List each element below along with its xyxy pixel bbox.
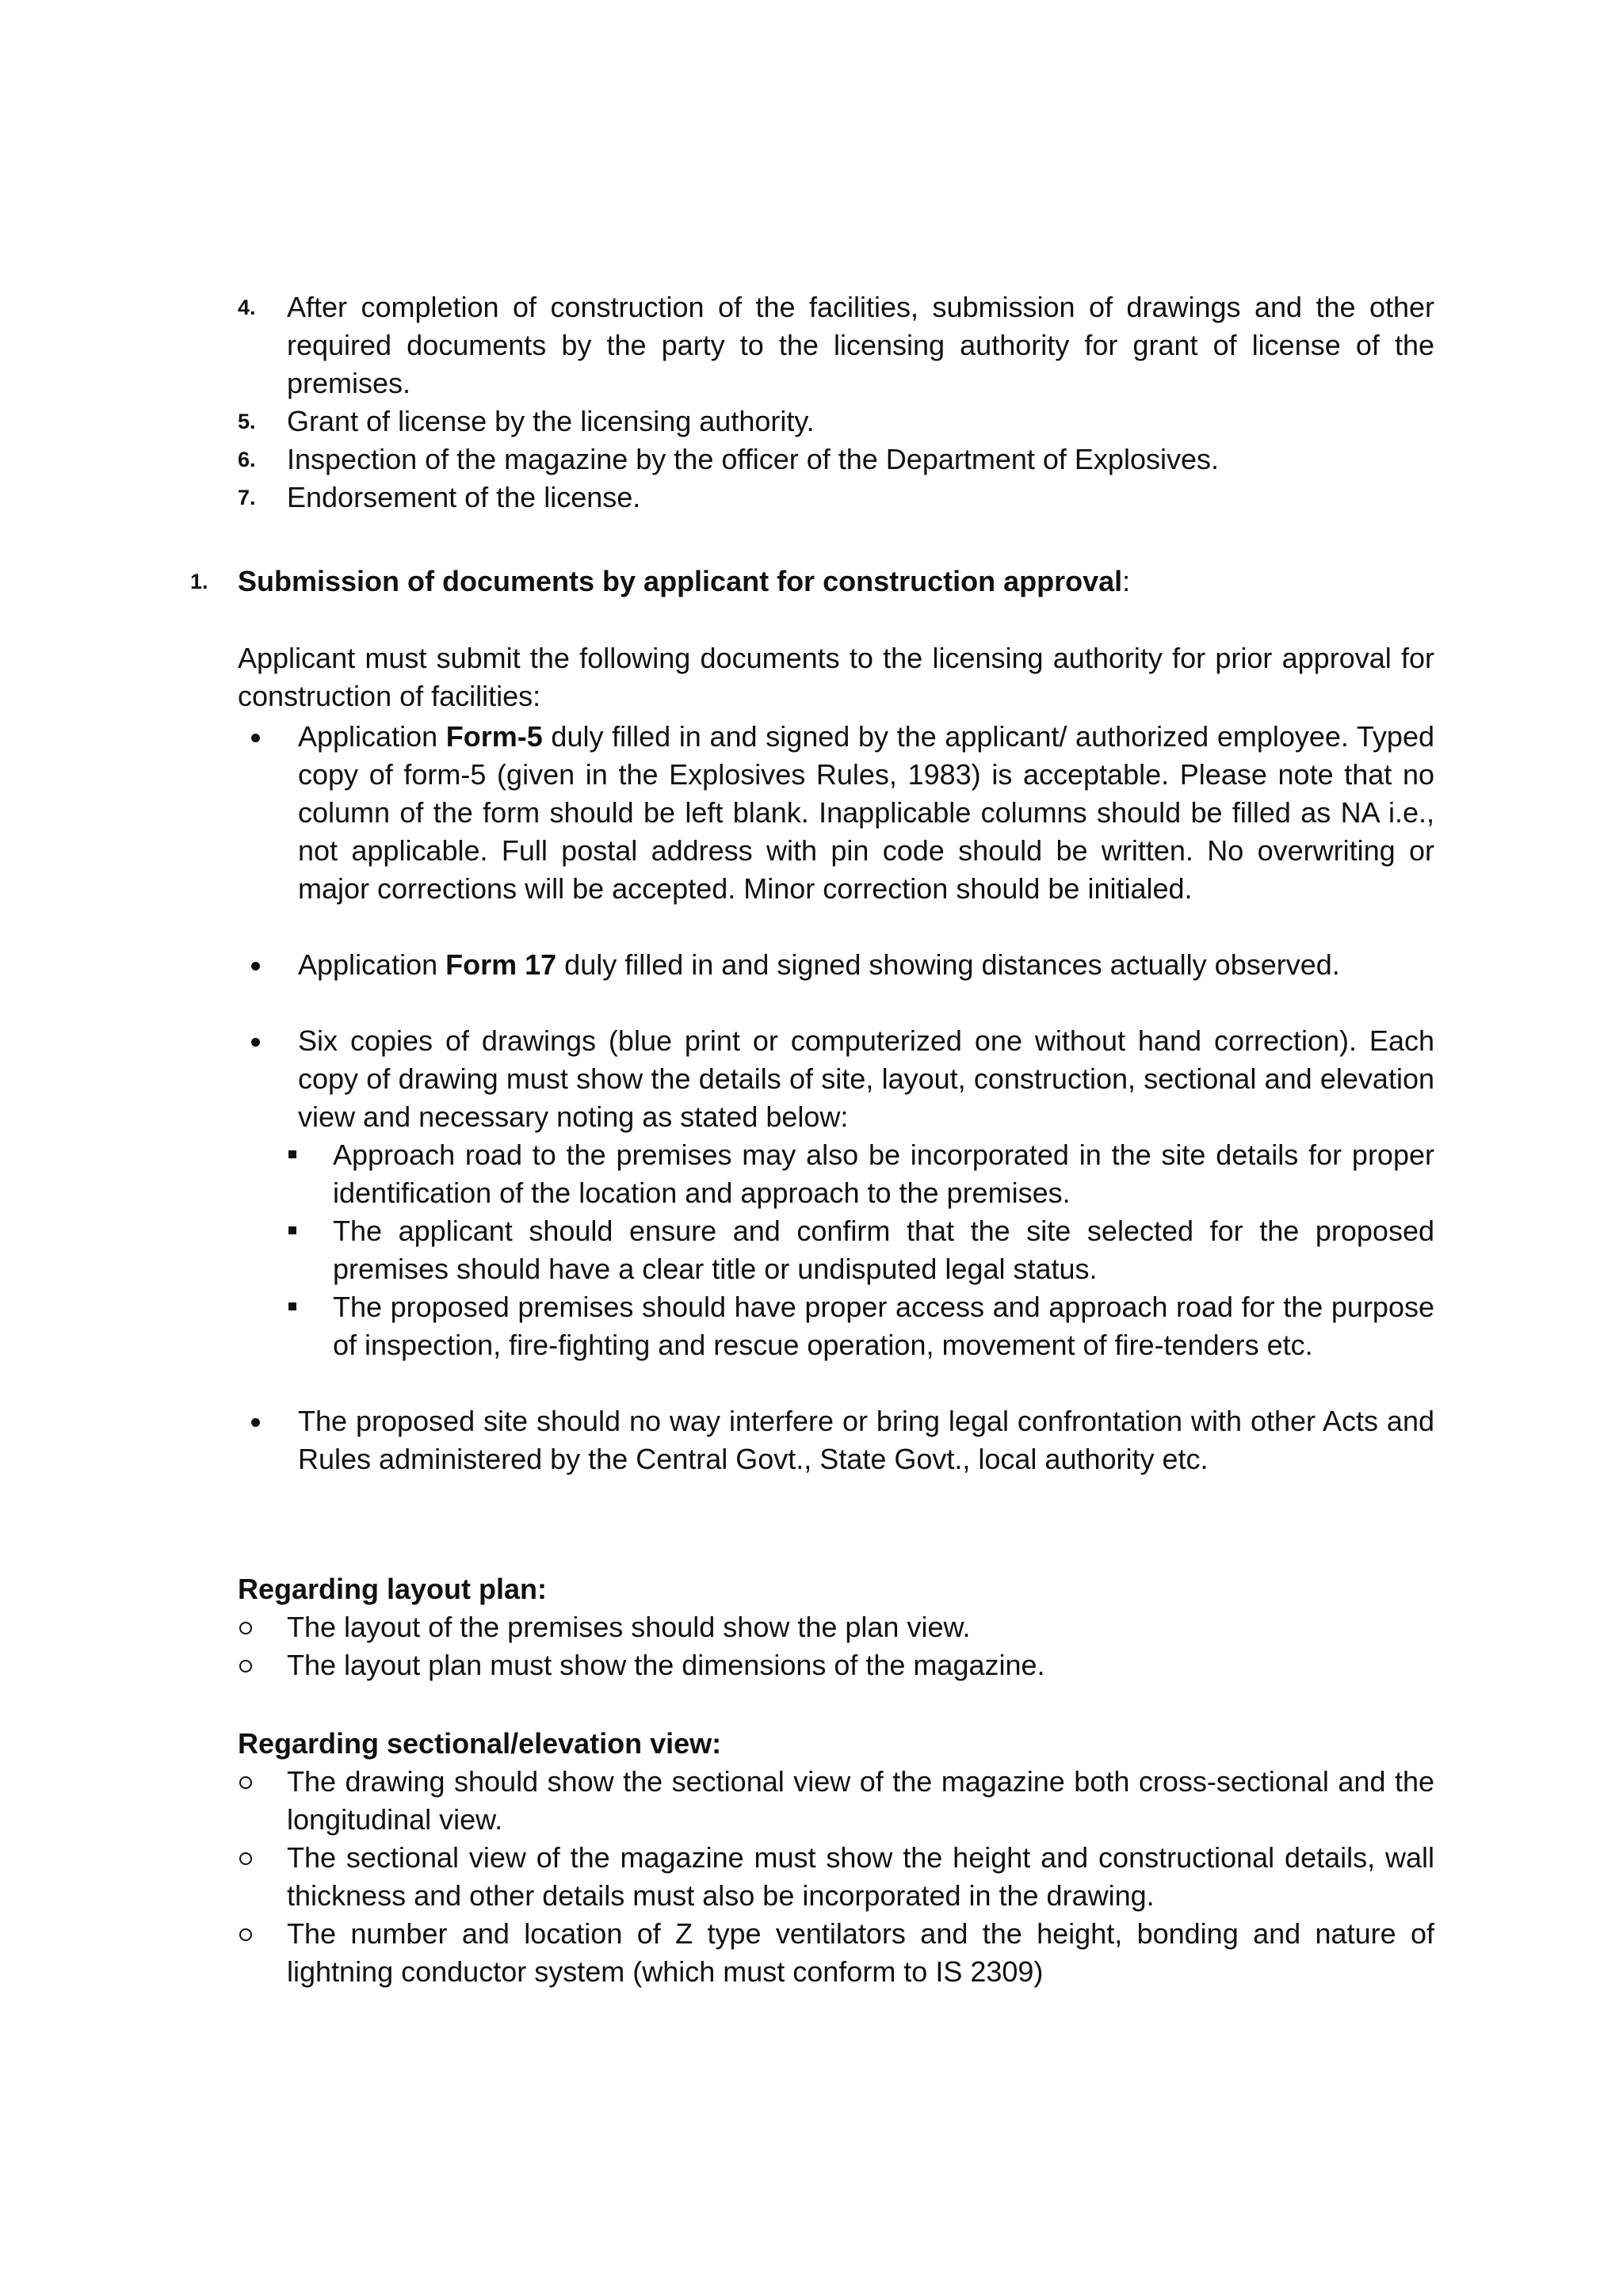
section-heading [190,563,1482,601]
list-item: The drawing should show the sectional view of the magazine both cross-sectional and the longitudinal view. [238,1763,1434,1839]
circle-bullet-icon [239,1776,252,1789]
list-item [238,288,1434,402]
bullet-item-form-5: Application Form-5 duly filled in and signed by the applicant/ authorized employee. Typed copy of form-5 (given in the Explosives Rules, 1983) is acceptable. Please note that no column of the form should be left blank. Inapplicable columns should be filled as NA i.e., not applicable. Full postal address with pin code should be written. No overwriting or major corrections will be accepted. Minor correction should be initialed. [238,718,1434,908]
list-number: 4. [238,296,256,319]
list-number: 6. [238,448,256,471]
list-text: Endorsement of the license. [287,481,641,513]
layout-plan-heading: Regarding layout plan: [238,1573,548,1605]
form-5-label: Form-5 [445,720,543,753]
section-intro: Applicant must submit the following documents to the licensing authority for prior approval for construction of facilities: [238,642,1434,712]
sectional-view-heading: Regarding sectional/elevation view: [238,1727,722,1760]
bullet-item-site: The proposed site should no way interfere or bring legal confrontation with other Acts and Rules administered by the Central Govt., State Govt., local authority etc. [238,1402,1434,1478]
list-text: Inspection of the magazine by the officer of the Department of Explosives. [287,443,1219,475]
circle-bullet-icon [239,1622,252,1634]
form-17-label: Form 17 [445,948,557,981]
sectional-view-list [238,1763,1434,1991]
bullet-dot-icon [251,962,260,971]
list-number: 7. [238,486,256,509]
circle-bullet-icon [239,1852,252,1865]
list-text: Grant of license by the licensing authority. [287,405,815,437]
list-item: The layout of the premises should show the plan view. [238,1608,1434,1646]
circle-bullet-icon [239,1660,252,1672]
sub-list-item: Approach road to the premises may also be incorporated in the site details for proper identification of the location and approach to the premises. [238,1136,1434,1212]
sub-list-item: The proposed premises should have proper access and approach road for the purpose of inspection, fire-fighting and rescue operation, movement of fire-tenders etc. [238,1288,1434,1364]
list-item [238,479,1434,517]
bullet-dot-icon [251,1038,260,1047]
list-item: The sectional view of the magazine must show the height and constructional details, wall thickness and other details must also be incorporated in the drawing. [238,1839,1434,1915]
bullet-dot-icon [251,734,260,742]
list-number: 5. [238,410,256,433]
circle-bullet-icon [239,1928,252,1941]
list-item [238,402,1434,441]
list-item [238,441,1434,479]
bullet-item-form-17: Application Form 17 duly filled in and signed showing distances actually observed. [238,946,1434,984]
square-bullet-icon [288,1302,296,1310]
list-item: The number and location of Z type ventilators and the height, bonding and nature of lightning conductor system (which must conform to IS 2309) [238,1915,1434,1991]
list-item: The layout plan must show the dimensions of the magazine. [238,1646,1434,1684]
section-title: Submission of documents by applicant for construction approval [238,565,1123,597]
square-bullet-icon [288,1226,296,1234]
section-number: 1. [190,570,208,593]
section-title-suffix: : [1122,565,1131,597]
bullet-dot-icon [251,1418,260,1427]
square-bullet-icon [288,1150,296,1158]
documents-bullet-list [238,718,1434,1478]
numbered-steps-list [238,288,1434,517]
sub-list-item: The applicant should ensure and confirm that the site selected for the proposed premises should have a clear title or undisputed legal status. [238,1212,1434,1288]
list-text: After completion of construction of the facilities, submission of drawings and the other required documents by the party to the licensing authority for grant of license of the premises. [287,291,1434,399]
layout-plan-list [238,1608,1434,1684]
bullet-item-drawings: Six copies of drawings (blue print or computerized one without hand correction). Each copy of drawing must show the details of site, layout, construction, sectional and elevation view and necessary noting as stated below: [238,1022,1434,1136]
